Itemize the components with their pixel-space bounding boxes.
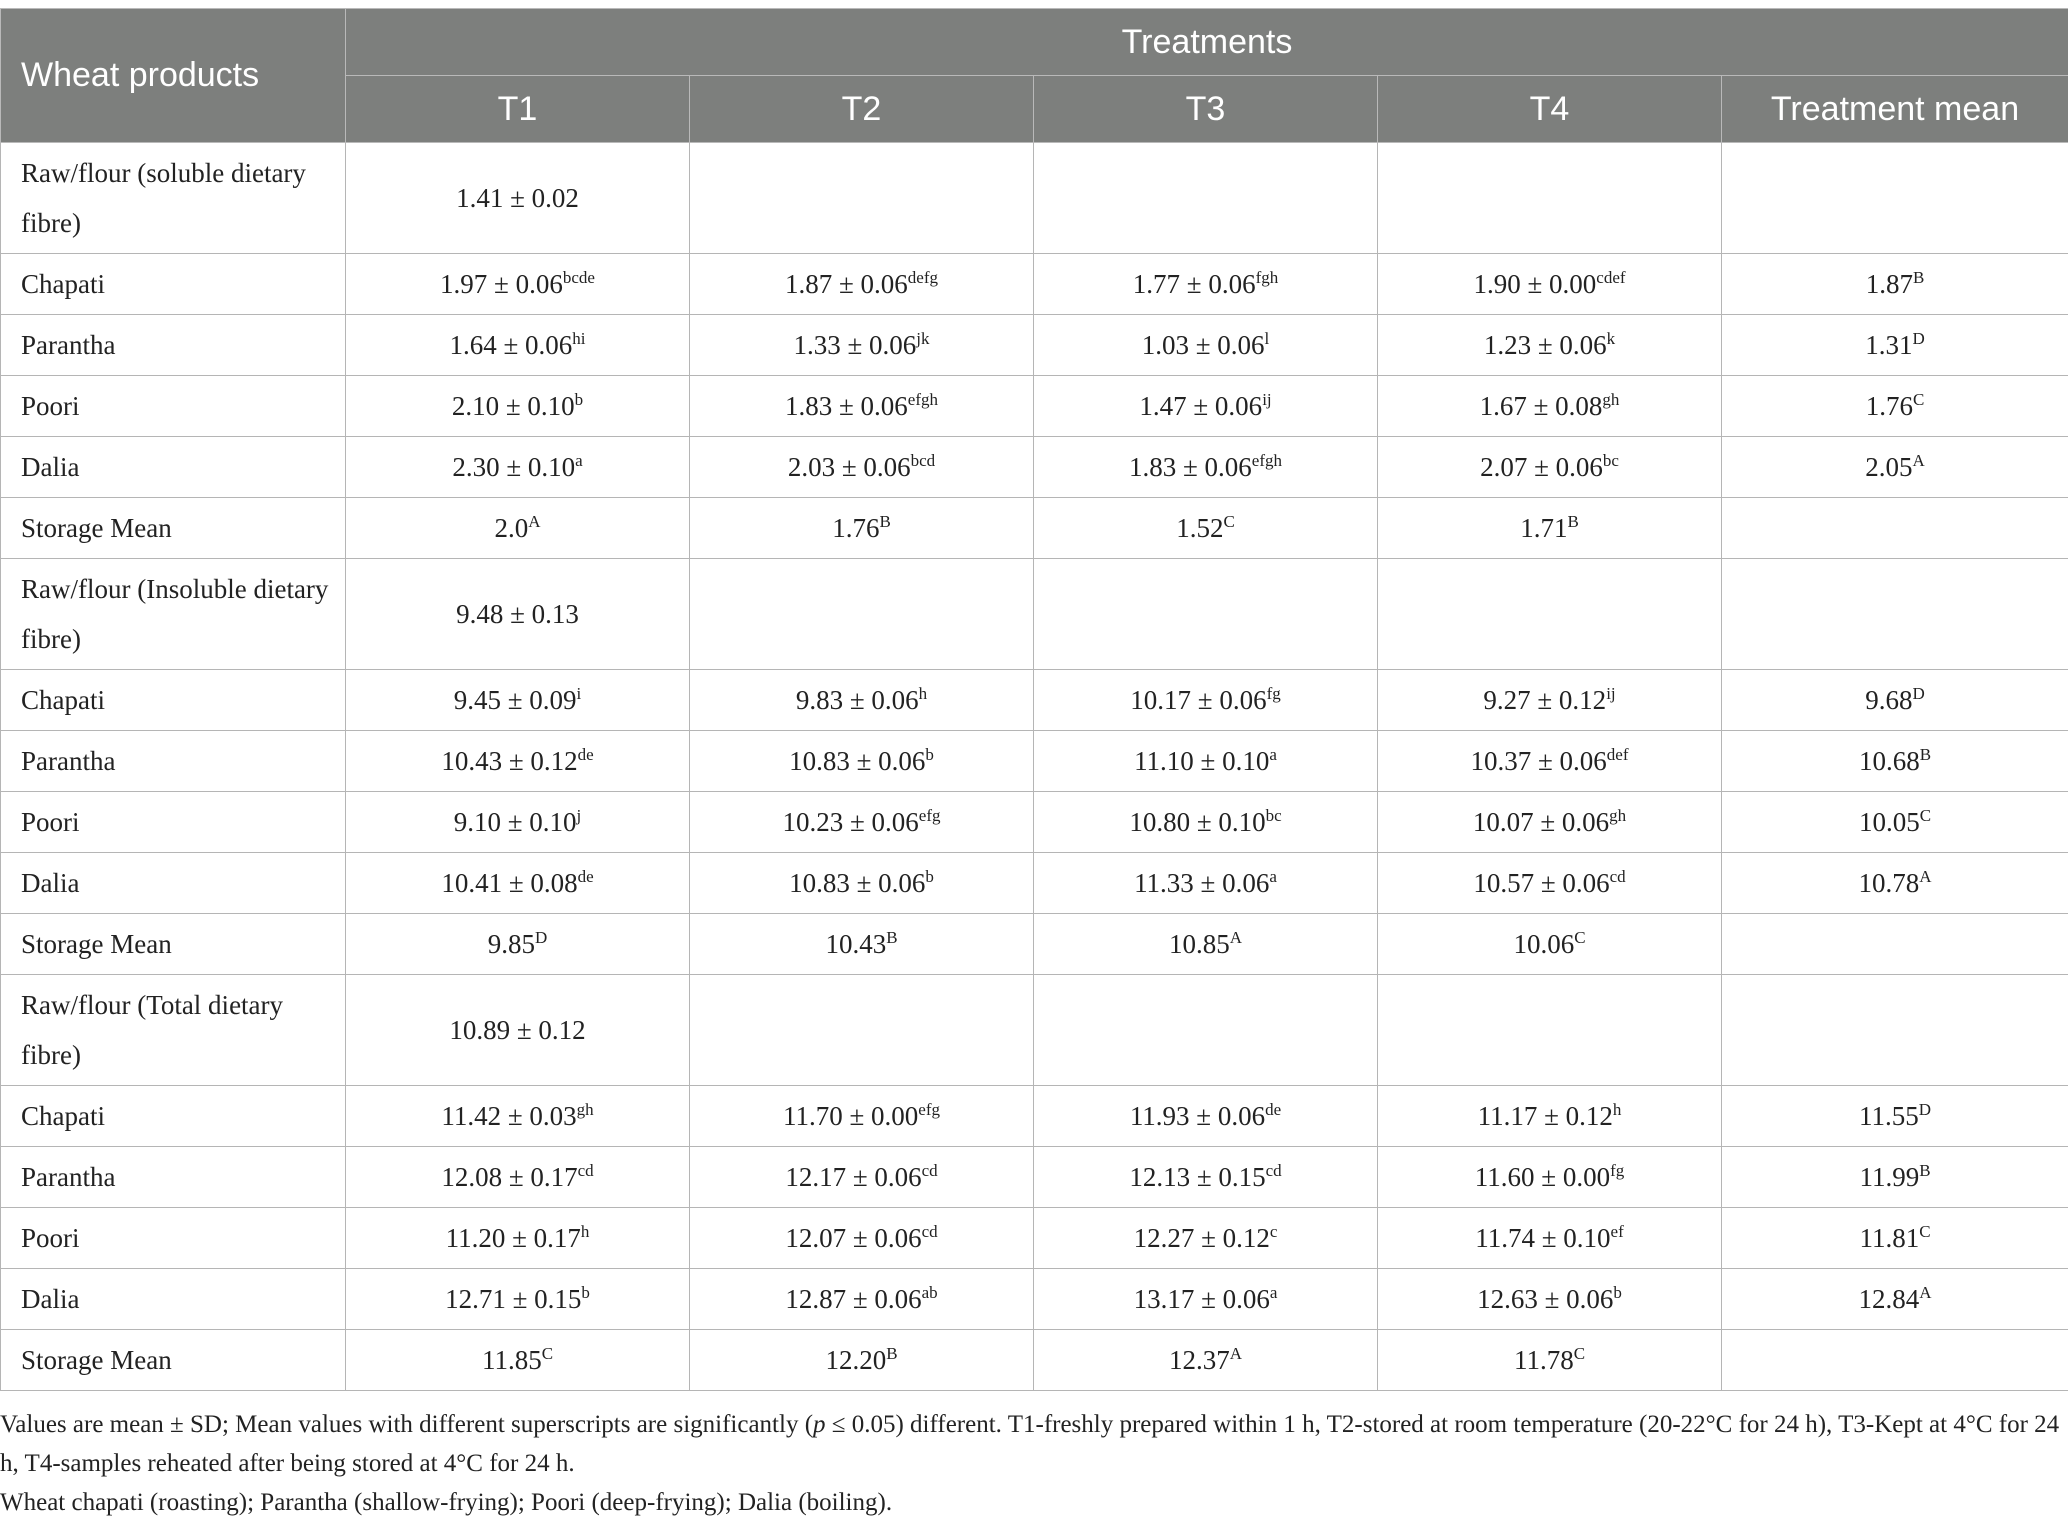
cell-value: 1.31 <box>1865 329 1913 360</box>
cell-value: 11.60 ± 0.00 <box>1474 1161 1611 1192</box>
row-label: Chapati <box>1 1086 346 1147</box>
cell-superscript: fgh <box>1255 267 1279 287</box>
cell-superscript: C <box>1912 389 1925 409</box>
cell-superscript: B <box>1567 511 1579 531</box>
cell-superscript: l <box>1264 328 1270 348</box>
table-row <box>1 254 2068 315</box>
cell-value: 2.30 ± 0.10 <box>452 451 576 482</box>
cell-superscript: B <box>879 511 891 531</box>
cell-superscript: a <box>1269 744 1277 764</box>
cell-value: 11.42 ± 0.03 <box>441 1100 577 1131</box>
cell-value: 10.85 <box>1168 928 1230 959</box>
cell-superscript: j <box>576 805 582 825</box>
row-label: Storage Mean <box>1 1330 346 1391</box>
cell-value: 11.78 <box>1513 1344 1574 1375</box>
cell-superscript: C <box>1919 1221 1931 1241</box>
value-cell <box>1034 1269 1378 1330</box>
cell-superscript: B <box>1919 744 1932 764</box>
cell-superscript: c <box>1269 1221 1278 1241</box>
cell-superscript: bcde <box>562 267 595 287</box>
value-cell <box>1034 315 1378 376</box>
value-cell <box>690 559 1034 670</box>
value-cell <box>1378 853 1722 914</box>
cell-value: 11.99 <box>1859 1161 1920 1192</box>
value-cell <box>346 1147 690 1208</box>
cell-value: 1.64 ± 0.06 <box>449 329 573 360</box>
cell-value: 11.17 ± 0.12 <box>1477 1100 1613 1131</box>
table-row <box>1 1147 2068 1208</box>
cell-superscript: de <box>577 866 594 886</box>
cell-superscript: A <box>1912 450 1925 470</box>
value-cell <box>690 1086 1034 1147</box>
cell-value: 1.67 ± 0.08 <box>1479 390 1603 421</box>
cell-superscript: cdef <box>1596 267 1626 287</box>
value-cell <box>690 143 1034 254</box>
cell-value: 2.0 <box>494 512 529 543</box>
cell-value: 12.37 <box>1168 1344 1230 1375</box>
cell-value: 1.76 <box>1865 390 1913 421</box>
value-cell <box>1378 1330 1722 1391</box>
cell-value: 10.89 ± 0.12 <box>449 1014 586 1045</box>
raw-flour-row <box>1 975 2068 1086</box>
value-cell <box>1034 437 1378 498</box>
value-cell <box>690 792 1034 853</box>
cell-superscript: A <box>1229 1343 1243 1363</box>
row-label: Chapati <box>1 670 346 731</box>
table-row <box>1 1208 2068 1269</box>
cell-superscript: hi <box>572 328 586 348</box>
cell-value: 1.87 ± 0.06 <box>784 268 908 299</box>
cell-superscript: B <box>1919 1160 1931 1180</box>
value-cell <box>346 437 690 498</box>
row-label: Parantha <box>1 315 346 376</box>
table-body <box>1 143 2068 1391</box>
cell-superscript: efgh <box>1251 450 1283 470</box>
header-row-1 <box>1 9 2068 76</box>
table-row <box>1 914 2068 975</box>
value-cell <box>690 731 1034 792</box>
value-cell <box>1034 670 1378 731</box>
cell-value: 9.48 ± 0.13 <box>456 598 579 629</box>
value-cell <box>690 254 1034 315</box>
cell-superscript: C <box>541 1343 554 1363</box>
cell-value: 10.06 <box>1513 928 1575 959</box>
value-cell <box>690 853 1034 914</box>
dietary-fibre-table <box>0 8 2068 1391</box>
cell-value: 2.07 ± 0.06 <box>1480 451 1603 482</box>
value-cell <box>346 792 690 853</box>
cell-superscript: jk <box>916 328 930 348</box>
header-treatment-mean: Treatment mean <box>1722 76 2068 143</box>
row-label: Parantha <box>1 1147 346 1208</box>
cell-value: 9.85 <box>487 928 535 959</box>
header-treatments: Treatments <box>346 9 2068 76</box>
header-t1: T1 <box>346 76 690 143</box>
cell-value: 10.07 ± 0.06 <box>1472 806 1610 837</box>
cell-value: 1.47 ± 0.06 <box>1139 390 1263 421</box>
value-cell <box>1378 437 1722 498</box>
row-label: Poori <box>1 376 346 437</box>
value-cell <box>346 731 690 792</box>
cell-superscript: A <box>1229 927 1243 947</box>
value-cell <box>346 1269 690 1330</box>
value-cell <box>1034 1208 1378 1269</box>
cell-superscript: i <box>576 683 582 703</box>
raw-flour-row <box>1 143 2068 254</box>
cell-value: 10.83 ± 0.06 <box>789 867 926 898</box>
cell-value: 1.77 ± 0.06 <box>1132 268 1256 299</box>
value-cell <box>1034 498 1378 559</box>
cell-superscript: h <box>580 1221 590 1241</box>
footnote-text-a: Values are mean ± SD; Mean values with different superscripts are significantly ( <box>0 1411 814 1438</box>
table-row <box>1 731 2068 792</box>
value-cell <box>346 1208 690 1269</box>
cell-value: 10.78 <box>1858 867 1920 898</box>
row-label: Storage Mean <box>1 914 346 975</box>
cell-superscript: ef <box>1610 1221 1624 1241</box>
value-cell <box>1378 1269 1722 1330</box>
cell-value: 11.85 <box>481 1344 542 1375</box>
value-cell <box>1378 731 1722 792</box>
value-cell <box>1378 914 1722 975</box>
value-cell <box>690 498 1034 559</box>
cell-value: 10.43 ± 0.12 <box>441 745 578 776</box>
cell-value: 1.76 <box>832 512 880 543</box>
cell-superscript: B <box>886 1343 898 1363</box>
value-cell <box>1378 143 1722 254</box>
row-label: Raw/flour (soluble dietary fibre) <box>1 143 346 254</box>
cell-value: 10.17 ± 0.06 <box>1130 684 1267 715</box>
cell-superscript: D <box>1918 1099 1932 1119</box>
cell-superscript: ab <box>921 1282 938 1302</box>
value-cell <box>1722 1208 2068 1269</box>
value-cell <box>1722 731 2068 792</box>
value-cell <box>690 670 1034 731</box>
value-cell <box>690 1208 1034 1269</box>
value-cell <box>1034 254 1378 315</box>
table-row <box>1 1330 2068 1391</box>
value-cell <box>1722 1147 2068 1208</box>
cell-value: 2.05 <box>1865 451 1913 482</box>
row-label: Poori <box>1 792 346 853</box>
cell-value: 10.80 ± 0.10 <box>1129 806 1266 837</box>
value-cell <box>346 254 690 315</box>
cell-superscript: b <box>925 866 934 886</box>
cell-superscript: k <box>1606 328 1616 348</box>
cell-superscript: B <box>886 927 898 947</box>
value-cell <box>1722 914 2068 975</box>
cell-superscript: fg <box>1266 683 1281 703</box>
footnote-text-b: ≤ 0.05) different. T1-freshly prepared within 1 h, T2-stored at room temperature (20-22°C for 24 h), T3-Kept at 4°C for 24 h, T4-samples reheated after being stored at 4°C for 24 h. <box>0 1411 2060 1477</box>
value-cell <box>1722 853 2068 914</box>
value-cell <box>346 975 690 1086</box>
cell-value: 9.10 ± 0.10 <box>453 806 577 837</box>
value-cell <box>1378 1147 1722 1208</box>
value-cell <box>690 437 1034 498</box>
value-cell <box>1722 143 2068 254</box>
value-cell <box>346 914 690 975</box>
value-cell <box>690 1330 1034 1391</box>
raw-flour-row <box>1 559 2068 670</box>
cell-superscript: cd <box>921 1221 938 1241</box>
value-cell <box>1722 975 2068 1086</box>
table-row <box>1 853 2068 914</box>
cell-value: 12.27 ± 0.12 <box>1133 1222 1270 1253</box>
value-cell <box>1378 315 1722 376</box>
cell-superscript: C <box>1223 511 1235 531</box>
cell-value: 11.55 <box>1859 1100 1919 1131</box>
cell-value: 2.10 ± 0.10 <box>451 390 575 421</box>
cell-superscript: cd <box>921 1160 938 1180</box>
table-container <box>0 8 2068 1391</box>
cell-value: 1.33 ± 0.06 <box>793 329 917 360</box>
cell-superscript: h <box>1612 1099 1622 1119</box>
cell-superscript: cd <box>1265 1160 1282 1180</box>
value-cell <box>690 975 1034 1086</box>
cell-value: 11.33 ± 0.06 <box>1134 867 1270 898</box>
cell-value: 11.93 ± 0.06 <box>1129 1100 1266 1131</box>
row-label: Parantha <box>1 731 346 792</box>
value-cell <box>1034 143 1378 254</box>
cell-value: 12.17 ± 0.06 <box>785 1161 922 1192</box>
cell-value: 1.41 ± 0.02 <box>456 182 579 213</box>
cell-value: 1.71 <box>1520 512 1568 543</box>
value-cell <box>1034 975 1378 1086</box>
value-cell <box>1378 498 1722 559</box>
cell-superscript: ij <box>1606 683 1616 703</box>
table-row <box>1 376 2068 437</box>
cell-value: 12.87 ± 0.06 <box>785 1283 922 1314</box>
cell-superscript: a <box>1269 866 1277 886</box>
cell-value: 1.83 ± 0.06 <box>784 390 908 421</box>
cell-value: 12.07 ± 0.06 <box>785 1222 922 1253</box>
cell-value: 1.52 <box>1176 512 1224 543</box>
cell-superscript: D <box>1912 683 1925 703</box>
row-label: Raw/flour (Insoluble dietary fibre) <box>1 559 346 670</box>
cell-superscript: C <box>1574 927 1586 947</box>
cell-value: 9.27 ± 0.12 <box>1483 684 1607 715</box>
cell-superscript: D <box>1912 328 1925 348</box>
value-cell <box>1722 315 2068 376</box>
value-cell <box>1722 670 2068 731</box>
cell-superscript: cd <box>577 1160 594 1180</box>
value-cell <box>1034 559 1378 670</box>
cell-value: 10.83 ± 0.06 <box>789 745 926 776</box>
cell-superscript: C <box>1573 1343 1586 1363</box>
value-cell <box>690 914 1034 975</box>
cell-value: 2.03 ± 0.06 <box>787 451 911 482</box>
cell-value: 12.20 <box>825 1344 887 1375</box>
cell-superscript: bcd <box>910 450 936 470</box>
table-row <box>1 1086 2068 1147</box>
cell-superscript: A <box>1919 866 1932 886</box>
value-cell <box>1378 975 1722 1086</box>
cell-superscript: A <box>1919 1282 1932 1302</box>
cell-value: 11.74 ± 0.10 <box>1475 1222 1611 1253</box>
value-cell <box>1034 1086 1378 1147</box>
cell-value: 10.41 ± 0.08 <box>441 867 578 898</box>
cell-value: 1.87 <box>1865 268 1913 299</box>
cell-superscript: gh <box>576 1099 594 1119</box>
cell-superscript: ij <box>1262 389 1272 409</box>
value-cell <box>346 1330 690 1391</box>
header-t2: T2 <box>690 76 1034 143</box>
cell-superscript: A <box>528 511 541 531</box>
cell-superscript: b <box>581 1282 590 1302</box>
cell-superscript: gh <box>1602 389 1620 409</box>
value-cell <box>1722 1086 2068 1147</box>
value-cell <box>1722 254 2068 315</box>
cell-value: 12.71 ± 0.15 <box>445 1283 582 1314</box>
cell-superscript: bc <box>1265 805 1282 825</box>
cell-superscript: a <box>575 450 583 470</box>
cell-value: 12.63 ± 0.06 <box>1477 1283 1614 1314</box>
row-label: Chapati <box>1 254 346 315</box>
cell-value: 1.03 ± 0.06 <box>1141 329 1265 360</box>
cell-value: 9.83 ± 0.06 <box>795 684 919 715</box>
cell-value: 1.90 ± 0.00 <box>1473 268 1597 299</box>
cell-superscript: efg <box>918 1099 941 1119</box>
value-cell <box>1034 853 1378 914</box>
table-header <box>1 9 2068 143</box>
value-cell <box>346 143 690 254</box>
cell-value: 12.13 ± 0.15 <box>1129 1161 1266 1192</box>
cell-value: 9.45 ± 0.09 <box>453 684 577 715</box>
value-cell <box>346 670 690 731</box>
cell-value: 11.81 <box>1859 1222 1920 1253</box>
cell-value: 10.23 ± 0.06 <box>782 806 919 837</box>
cell-superscript: b <box>574 389 584 409</box>
table-row <box>1 437 2068 498</box>
value-cell <box>690 1147 1034 1208</box>
value-cell <box>346 376 690 437</box>
value-cell <box>1722 437 2068 498</box>
value-cell <box>1034 1330 1378 1391</box>
cell-value: 1.83 ± 0.06 <box>1128 451 1252 482</box>
header-wheat-products: Wheat products <box>1 9 346 143</box>
cell-value: 1.23 ± 0.06 <box>1483 329 1607 360</box>
cell-superscript: a <box>1269 1282 1278 1302</box>
value-cell <box>1378 1086 1722 1147</box>
cell-value: 10.68 <box>1858 745 1920 776</box>
cell-value: 12.08 ± 0.17 <box>441 1161 578 1192</box>
cell-superscript: cd <box>1609 866 1626 886</box>
cell-superscript: h <box>918 683 928 703</box>
value-cell <box>1034 376 1378 437</box>
value-cell <box>1378 1208 1722 1269</box>
cell-superscript: def <box>1606 744 1629 764</box>
cell-superscript: de <box>577 744 594 764</box>
row-label: Storage Mean <box>1 498 346 559</box>
cell-value: 11.10 ± 0.10 <box>1134 745 1270 776</box>
value-cell <box>346 559 690 670</box>
footnote-p-symbol: p <box>813 1411 826 1438</box>
cell-value: 10.43 <box>825 928 887 959</box>
cell-superscript: de <box>1265 1099 1282 1119</box>
value-cell <box>1378 254 1722 315</box>
value-cell <box>1722 1330 2068 1391</box>
value-cell <box>1722 376 2068 437</box>
cell-superscript: D <box>534 927 548 947</box>
cell-superscript: fg <box>1610 1160 1625 1180</box>
cell-superscript: b <box>925 744 934 764</box>
cell-value: 10.57 ± 0.06 <box>1473 867 1610 898</box>
row-label: Poori <box>1 1208 346 1269</box>
value-cell <box>346 315 690 376</box>
cell-value: 10.37 ± 0.06 <box>1470 745 1607 776</box>
cell-superscript: B <box>1912 267 1925 287</box>
cell-superscript: b <box>1613 1282 1622 1302</box>
header-t4: T4 <box>1378 76 1722 143</box>
cell-superscript: defg <box>907 267 939 287</box>
cell-superscript: gh <box>1609 805 1627 825</box>
cell-superscript: efgh <box>907 389 939 409</box>
value-cell <box>1722 792 2068 853</box>
cell-value: 10.05 <box>1858 806 1920 837</box>
value-cell <box>1722 559 2068 670</box>
cell-value: 11.20 ± 0.17 <box>445 1222 581 1253</box>
value-cell <box>1034 1147 1378 1208</box>
row-label: Dalia <box>1 853 346 914</box>
value-cell <box>346 498 690 559</box>
cell-superscript: efg <box>918 805 941 825</box>
cell-superscript: C <box>1919 805 1932 825</box>
value-cell <box>690 315 1034 376</box>
cell-value: 11.70 ± 0.00 <box>782 1100 919 1131</box>
cell-value: 9.68 <box>1865 684 1913 715</box>
cell-superscript: bc <box>1602 450 1619 470</box>
value-cell <box>1034 792 1378 853</box>
value-cell <box>346 1086 690 1147</box>
value-cell <box>690 1269 1034 1330</box>
table-row <box>1 792 2068 853</box>
table-footnotes <box>0 1405 2060 1522</box>
value-cell <box>1722 498 2068 559</box>
cell-value: 12.84 <box>1858 1283 1920 1314</box>
table-row <box>1 315 2068 376</box>
row-label: Dalia <box>1 437 346 498</box>
row-label: Raw/flour (Total dietary fibre) <box>1 975 346 1086</box>
table-row <box>1 498 2068 559</box>
value-cell <box>690 376 1034 437</box>
footnote-methods: Wheat chapati (roasting); Parantha (shallow-frying); Poori (deep-frying); Dalia (boiling). <box>0 1489 893 1516</box>
value-cell <box>1034 914 1378 975</box>
header-t3: T3 <box>1034 76 1378 143</box>
value-cell <box>1378 792 1722 853</box>
value-cell <box>1378 670 1722 731</box>
value-cell <box>1034 731 1378 792</box>
footnote-values <box>0 1405 2060 1483</box>
table-row <box>1 1269 2068 1330</box>
row-label: Dalia <box>1 1269 346 1330</box>
cell-value: 13.17 ± 0.06 <box>1133 1283 1270 1314</box>
cell-value: 1.97 ± 0.06 <box>440 268 563 299</box>
value-cell <box>1722 1269 2068 1330</box>
value-cell <box>1378 376 1722 437</box>
table-row <box>1 670 2068 731</box>
value-cell <box>1378 559 1722 670</box>
value-cell <box>346 853 690 914</box>
